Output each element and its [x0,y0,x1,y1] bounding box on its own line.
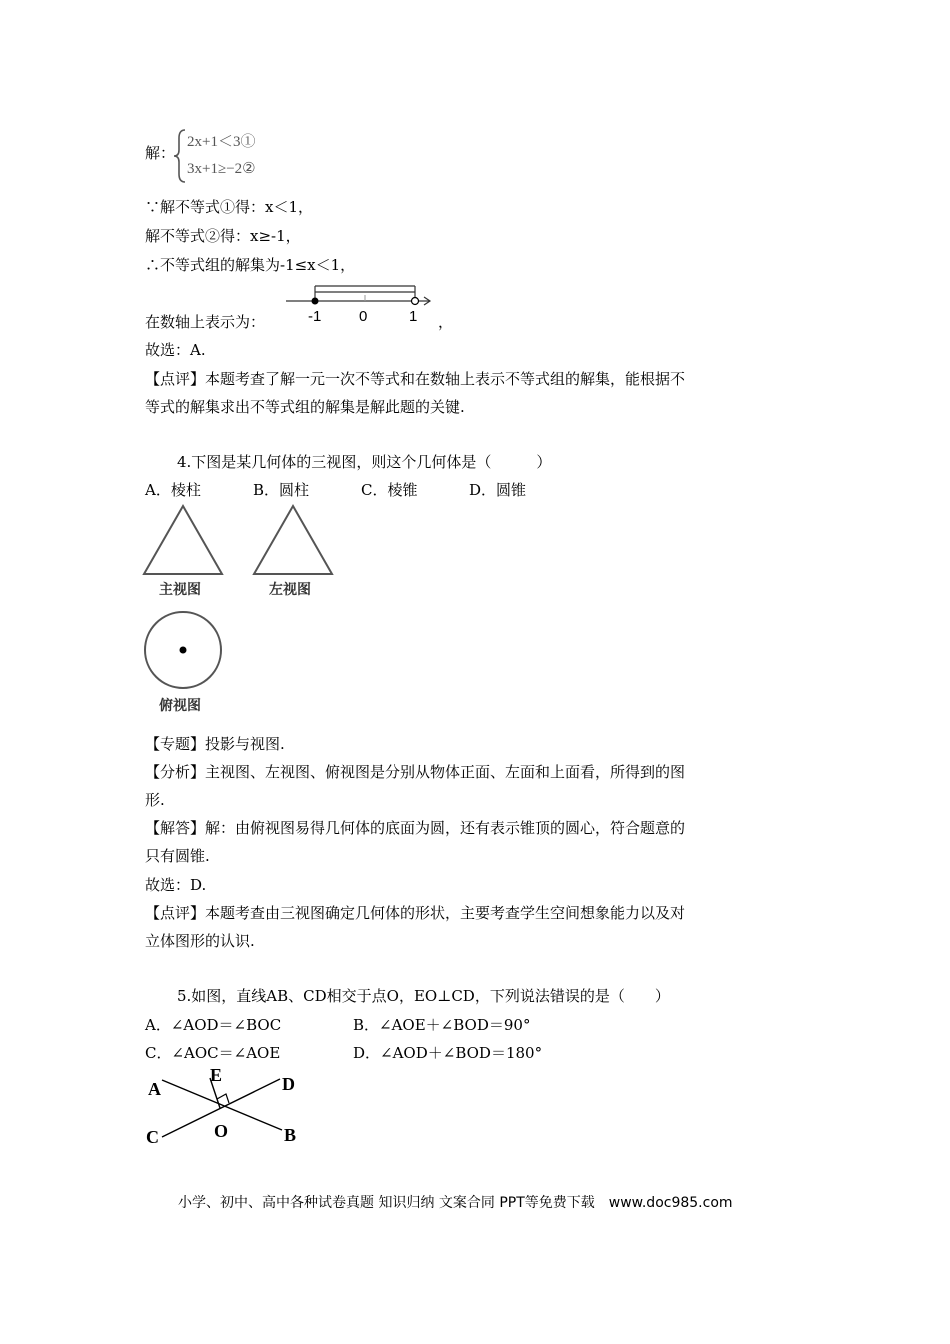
inequality-2: 3x+1≥−2② [187,161,256,177]
open-point-icon [412,298,419,305]
solve-label: 解： [145,144,176,162]
numline-prefix: 在数轴上表示为： [145,313,266,331]
brace-icon [173,128,187,184]
inequality-system [145,128,305,184]
point-c-label: C [146,1127,159,1147]
q4-analysis-line1: 【分析】主视图、左视图、俯视图是分别从物体正面、左面和上面看，所得到的图 [145,763,686,781]
tick-label: -1 [308,308,322,325]
top-view [140,610,240,716]
q3-comment-line1: 【点评】本题考查了解一元一次不等式和在数轴上表示不等式组的解集，能根据不 [145,370,686,388]
q5-option-d: D．∠AOD＋∠BOD＝180° [353,1044,543,1062]
q4-comment-line1: 【点评】本题考查由三视图确定几何体的形状，主要考查学生空间想象能力以及对 [145,904,686,922]
top-view-label: 俯视图 [159,698,201,714]
tick-label: 1 [409,308,418,325]
front-view-triangle [144,506,222,574]
right-angle-icon [217,1094,229,1103]
q4-solution-line1: 【解答】解：由俯视图易得几何体的底面为圆，还有表示锥顶的圆心，符合题意的 [145,819,686,837]
point-o-label: O [214,1121,229,1141]
intersecting-lines-figure [140,1062,310,1152]
point-b-label: B [284,1125,297,1145]
front-view-label: 主视图 [159,582,201,598]
q4-option-a: A．棱柱 [145,481,201,499]
q5-option-a: A．∠AOD＝∠BOC [145,1016,282,1034]
page-footer: 小学、初中、高中各种试卷真题 知识归纳 文案合同 PPT等免费下载 www.doc985.com [178,1195,733,1211]
numline-suffix: ， [438,313,454,331]
apex-dot-icon [180,647,187,654]
q5-option-c: C．∠AOC＝∠AOE [145,1044,281,1062]
point-e-label: E [210,1065,223,1085]
q4-solution-line2: 只有圆锥. [145,847,210,865]
point-a-label: A [148,1079,161,1099]
q5-option-b: B．∠AOE＋∠BOD＝90° [353,1016,531,1034]
q4-topic: 【专题】投影与视图. [145,735,285,753]
q4-option-d: D．圆锥 [469,481,527,499]
q4-comment-line2: 立体图形的认识. [145,932,255,950]
left-view-triangle [254,506,332,574]
tick-label: 0 [359,308,368,325]
point-d-label: D [282,1074,295,1094]
q4-analysis-line2: 形. [145,791,165,809]
q3-comment-line2: 等式的解集求出不等式组的解集是解此题的关键. [145,398,465,416]
q4-answer: 故选：D. [145,876,207,894]
closed-point-icon [312,298,319,305]
q5-question: 5.如图，直线AB、CD相交于点O，EO⊥CD，下列说法错误的是（ ） [177,987,670,1005]
q4-option-b: B．圆柱 [253,481,310,499]
number-line [284,280,434,328]
q4-question: 4.下图是某几何体的三视图，则这个几何体是（ ） [177,453,552,471]
q3-answer: 故选：A. [145,341,206,359]
step-3: ∴不等式组的解集为-1≤x＜1， [145,256,356,274]
step-2: 解不等式②得：x≥-1， [145,227,301,245]
left-view-label: 左视图 [269,582,311,598]
step-1: ∵解不等式①得：x＜1， [145,198,314,216]
front-left-views [140,500,340,600]
q4-option-c: C．棱锥 [361,481,418,499]
inequality-1: 2x+1＜3① [187,134,256,150]
